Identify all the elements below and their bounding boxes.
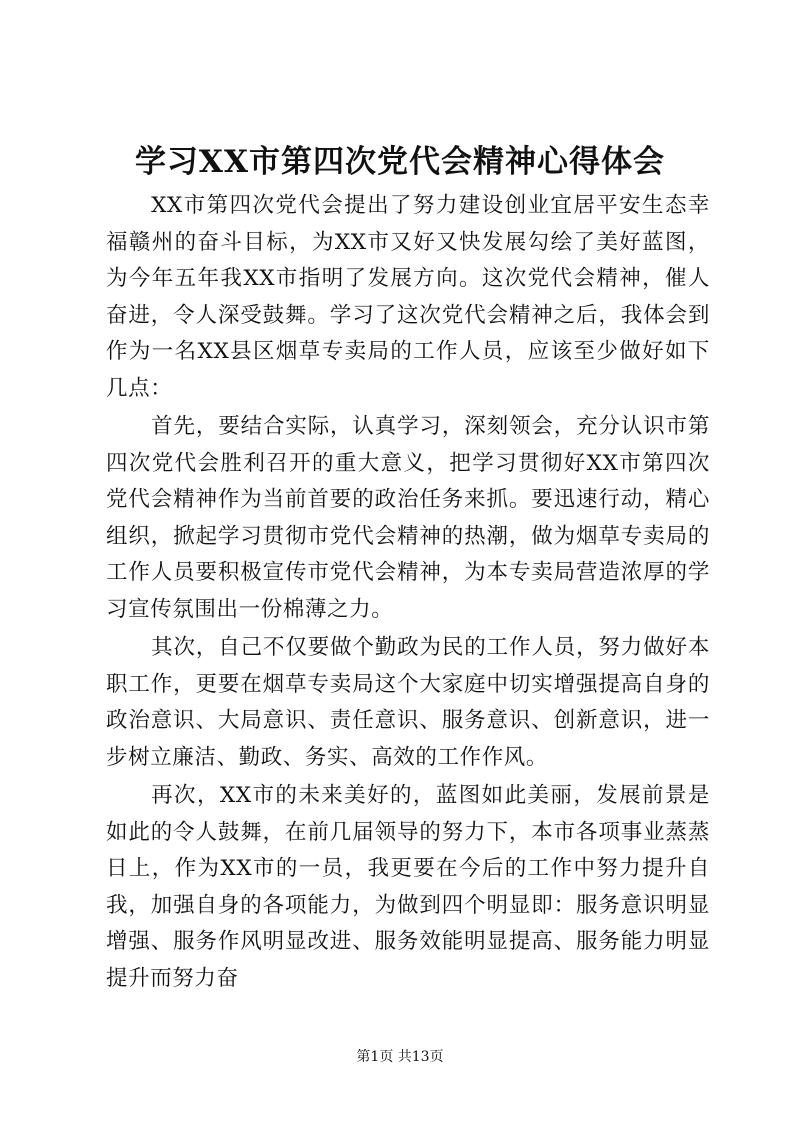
document-title: 学习XX市第四次党代会精神心得体会 [134, 144, 666, 180]
document-body [106, 188, 710, 999]
page-number-footer: 第1页 共13页 [356, 1049, 444, 1065]
paragraph-third: 再次，XX市的未来美好的，蓝图如此美丽，发展前景是如此的令人鼓舞，在前几届领导的努力下，本市各项事业蒸蒸日上，作为XX市的一员，我更要在今后的工作中努力提升自我，加强自身的各项能力，为做到四个明显即：服务意识明显增强、服务作风明显改进、服务效能明显提高、服务能力明显提升而努力奋 [106, 783, 710, 991]
paragraph-first: 首先，要结合实际，认真学习，深刻领会，充分认识市第四次党代会胜利召开的重大意义，把学习贯彻好XX市第四次党代会精神作为当前首要的政治任务来抓。要迅速行动，精心组织，掀起学习贯彻市党代会精神的热潮，做为烟草专卖局的工作人员要积极宣传市党代会精神，为本专卖局营造浓厚的学习宣传氛围出一份棉薄之力。 [106, 414, 710, 622]
paragraph-second: 其次，自己不仅要做个勤政为民的工作人员，努力做好本职工作，更要在烟草专卖局这个大家庭中切实增强提高自身的政治意识、大局意识、责任意识、服务意识、创新意识，进一步树立廉洁、勤政、务实、高效的工作作风。 [106, 635, 710, 770]
paragraph-intro: XX市第四次党代会提出了努力建设创业宜居平安生态幸福赣州的奋斗目标，为XX市又好又快发展勾绘了美好蓝图，为今年五年我XX市指明了发展方向。这次党代会精神，催人奋进，令人深受鼓舞。学习了这次党代会精神之后，我体会到作为一名XX县区烟草专卖局的工作人员，应该至少做好如下几点： [106, 193, 710, 401]
